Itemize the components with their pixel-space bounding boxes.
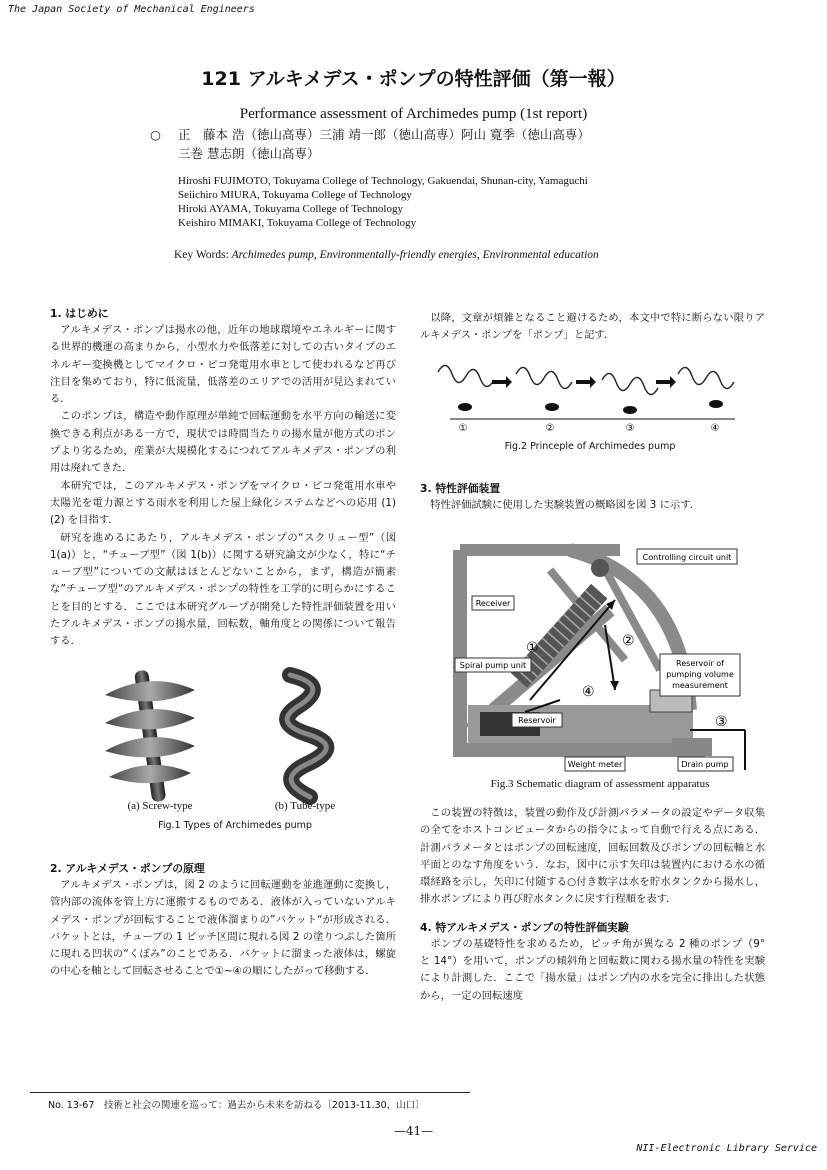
figure-3-diagram	[450, 540, 750, 775]
section-3-heading: 3. 特性評価装置	[420, 482, 501, 495]
right-intro-paragraph: 以降，文章が煩雑となること避けるため，本文中で特に断らない限りアルキメデス・ポンプを「ポンプ」と記す．	[420, 312, 765, 342]
author-line-1: 正 藤本 浩（徳山高専）三浦 靖一郎（徳山高専）阿山 寛季（徳山高専）	[178, 127, 590, 142]
section-1-paragraph: 本研究では，このアルキメデス・ポンプをマイクロ・ピコ発電用水車や太陽光を電力源とする雨水を利用した屋上緑化システムなどへの応用 (1)(2) を目指す．	[50, 479, 396, 527]
figure-2-step: ①	[458, 423, 468, 432]
section-2-heading: 2. アルキメデス・ポンプの原理	[50, 862, 205, 875]
fig3-number: ①	[526, 640, 539, 656]
tube-type-pump	[287, 675, 326, 797]
section-3-paragraph: 特性評価試験に使用した実験装置の概略図を図 3 に示す．	[430, 499, 700, 511]
figure-2-caption: Fig.2 Princeple of Archimedes pump	[504, 441, 676, 452]
footer-divider	[30, 1092, 470, 1093]
affiliation-item: Hiroshi FUJIMOTO, Tokuyama College of Technology, Gakuendai, Shunan-city, Yamaguchi	[178, 175, 588, 187]
figure-2-diagram	[430, 352, 760, 432]
affiliation-item: Keishiro MIMAKI, Tokuyama College of Technology	[178, 217, 417, 229]
right-intro	[420, 310, 765, 345]
figure-1a-label: (a) Screw-type	[127, 800, 193, 812]
page-number: —41—	[393, 1124, 434, 1138]
fig3-label-receiver: Receiver	[475, 599, 511, 608]
screw-type-pump	[105, 670, 195, 803]
fig3-label-weight: Weight meter	[567, 760, 623, 769]
left-column	[50, 305, 396, 651]
figure-2-step: ②	[545, 423, 555, 432]
section-2-paragraph: アルキメデス・ポンプは，図 2 のように回転運動を並進運動に変換し，管内部の流体を管上方に運搬するものである．液体が入っていないアルキメデス・ポンプが回転することで液体溜まりの”バケット“が形成される．バケットとは，チューブの 1 ピッチ区間に現れる図 2 の塗りつぶした箇所に現れる凹状の“くぼみ”のことである．バケットに溜まった液体は，螺旋の中心を軸として回転させることで①~④の順にしたがって移動する．	[50, 879, 396, 978]
keywords	[174, 249, 599, 261]
figure-3-caption: Fig.3 Schematic diagram of assessment apparatus	[490, 778, 710, 790]
right-column-lower	[420, 805, 765, 1005]
figure-2-step: ③	[625, 423, 635, 432]
fig3-label-drain: Drain pump	[681, 760, 729, 769]
keywords-label: Key Words:	[174, 249, 229, 261]
fig3-number: ②	[622, 633, 635, 649]
section-3-block	[420, 480, 765, 514]
footer-nii: NII-Electronic Library Service	[636, 1143, 817, 1154]
section-3-paragraph: この装置の特徴は，装置の動作及び計測パラメータの設定やデータ収集の全てをホストコンピュータからの指令によって自動で行える点にある．計測パラメータとはポンプの回転速度，回転回数及びポンプの回転軸と水平面とのなす角度をいう．なお，図中に示す矢印は装置内における水の循環経路を示し，矢印に付随する○付き数字は水を貯水タンクから揚水し，排水ポンプにより再び貯水タンクに戻す行程順を表す．	[420, 807, 765, 906]
fig3-number: ③	[715, 714, 728, 730]
fig3-label-spiral: Spiral pump unit	[459, 661, 527, 670]
section-4-heading: 4. 特アルキメデス・ポンプの特性評価実験	[420, 920, 629, 934]
author-list	[150, 125, 590, 163]
page-title-jp: 121 アルキメデス・ポンプの特性評価（第一報）	[201, 68, 626, 90]
presenter-marker: ○	[150, 127, 161, 142]
figure-1-image	[95, 665, 365, 805]
affiliation-item: Hiroki AYAMA, Tokuyama College of Technology	[178, 203, 403, 215]
affiliation-item: Seiichiro MIURA, Tokuyama College of Technology	[178, 189, 412, 201]
affiliation-list	[178, 174, 588, 230]
section-1-paragraph: このポンプは，構造や動作原理が単純で回転運動を水平方向の輸送に変換できる利点がある一方で，現状では時間当たりの揚水量が他方式のポンプより劣るため，産業が大規模化するにつれてアルキメデス・ポンプの利用は廃れてきた．	[50, 410, 396, 475]
fig3-label-reservoir-measure: Reservoir of	[676, 659, 724, 668]
fig3-number: ④	[582, 684, 595, 700]
section-4-paragraph: ポンプの基礎特性を求めるため，ピッチ角が異なる 2 種のポンプ（9° と 14°）を用いて，ポンプの傾斜角と回転数に関わる揚水量の特性を実験により計測した．ここで「揚水量」はポンプ内の水を完全に排出した状態から，一定の回転速度	[420, 937, 765, 1002]
fig3-label-reservoir-measure: measurement	[672, 681, 728, 690]
figure-1b-label: (b) Tube-type	[274, 800, 336, 812]
figure-2-step: ④	[710, 423, 720, 432]
section-1-paragraph: アルキメデス・ポンプは揚水の他，近年の地球環境やエネルギーに関する世界的機運の高まりから，小型水力や低落差に対しての古いタイプのエネルギー変換機としてマイクロ・ピコ発電用水車として使われるなど再び注目を集めており，特に低流量，低落差のエリアでの活用が見込まれている．	[50, 324, 396, 406]
figure-1-caption: Fig.1 Types of Archimedes pump	[158, 820, 312, 831]
fig3-label-reservoir-measure: pumping volume	[666, 670, 734, 679]
fig3-label-controlling: Controlling circuit unit	[642, 553, 732, 562]
section-1-paragraph: 研究を進めるにあたり，アルキメデス・ポンプの“スクリュー型”（図 1(a)）と，“チューブ型”（図 1(b)）に関する研究論文が少なく，特に“チューブ型”についての文献はほとんどないことから，まず，構造が簡素な”チューブ型“のアルキメデス・ポンプの特性を工学的に明らかにすることを目的とする．ここでは本研究グループが開発した特性評価装置を用いたアルキメデス・ポンプの揚水量，回転数，軸角度との関係について報告する．	[50, 531, 396, 648]
section-1-heading: 1. はじめに	[50, 307, 109, 320]
page-title-en: Performance assessment of Archimedes pump (1st report)	[239, 106, 588, 122]
fig3-label-reservoir: Reservoir	[518, 716, 556, 725]
keywords-text: Archimedes pump, Environmentally-friendly energies, Environmental education	[231, 249, 599, 261]
footer-conference: No. 13-67 技術と社会の関連を巡って：過去から未来を訪ねる〔2013-11.30，山口〕	[48, 1100, 425, 1111]
society-header: The Japan Society of Mechanical Engineers	[8, 4, 255, 15]
author-line-2: 三巻 慧志朗（徳山高専）	[178, 146, 320, 161]
left-column-lower	[50, 860, 396, 981]
